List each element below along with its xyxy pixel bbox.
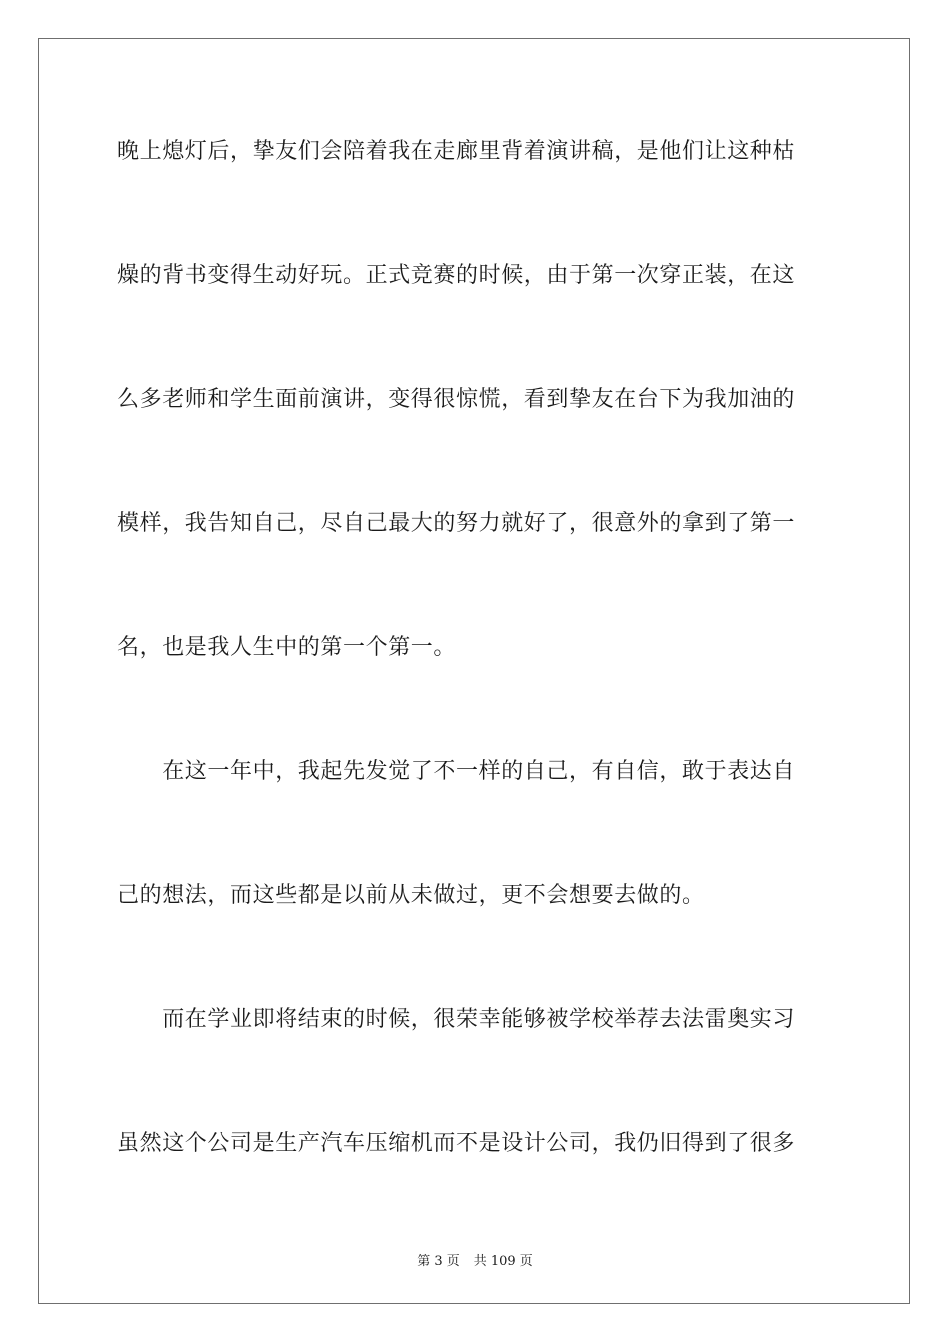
text-line: 虽然这个公司是生产汽车压缩机而不是设计公司，我仍旧得到了很多 <box>117 1131 796 1156</box>
text-line: 名，也是我人生中的第一个第一。 <box>117 635 457 660</box>
text-line: 己的想法，而这些都是以前从未做过，更不会想要去做的。 <box>117 883 705 908</box>
page-footer <box>0 1250 950 1269</box>
text-line: 么多老师和学生面前演讲，变得很惊慌，看到挚友在台下为我加油的 <box>117 387 796 412</box>
text-line: 模样，我告知自己，尽自己最大的努力就好了，很意外的拿到了第一 <box>117 511 796 536</box>
page-border <box>38 38 910 1304</box>
text-line: 晚上熄灯后，挚友们会陪着我在走廊里背着演讲稿，是他们让这种枯 <box>117 139 796 164</box>
paragraph-first-line: 而在学业即将结束的时候，很荣幸能够被学校举荐去法雷奥实习 <box>117 1007 796 1032</box>
page-number: 第 3 页 <box>417 1254 460 1269</box>
text-line: 燥的背书变得生动好玩。正式竞赛的时候，由于第一次穿正装，在这 <box>117 263 796 288</box>
paragraph-first-line: 在这一年中，我起先发觉了不一样的自己，有自信，敢于表达自 <box>117 759 796 784</box>
page-total: 共 109 页 <box>473 1254 533 1269</box>
